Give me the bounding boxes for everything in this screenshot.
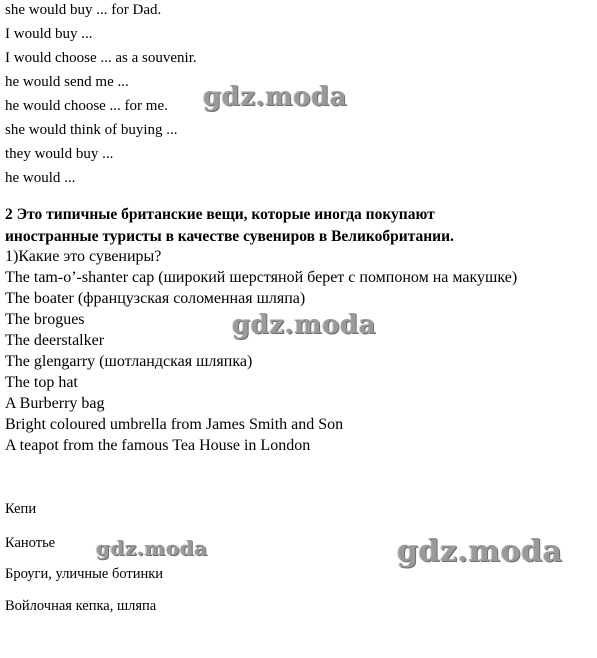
souvenir-item: The tam-o’-shanter cap (широкий шерстяной берет с помпоном на макушке) (5, 269, 518, 286)
souvenir-item: The brogues (5, 311, 85, 328)
souvenir-item: Bright coloured umbrella from James Smith and Son (5, 416, 344, 433)
watermark: gdz.moda (203, 82, 348, 112)
translation-item: Канотье (5, 535, 56, 551)
phrase-line: he would send me ... (5, 74, 129, 90)
phrase-line: he would ... (5, 170, 76, 186)
translation-item: Войлочная кепка, шляпа (5, 598, 157, 614)
phrase-line: she would buy ... for Dad. (5, 2, 162, 18)
watermark: gdz.moda (232, 310, 377, 340)
watermark: gdz.moda (96, 536, 208, 560)
translation-item: Кепи (5, 501, 37, 517)
phrase-line: he would choose ... for me. (5, 98, 168, 114)
souvenir-item: A Burberry bag (5, 395, 105, 412)
souvenir-item: A teapot from the famous Tea House in London (5, 437, 311, 454)
watermark: gdz.moda (397, 534, 563, 569)
task-question: 1)Какие это сувениры? (5, 248, 162, 265)
phrase-line: she would think of buying ... (5, 122, 178, 138)
translation-item: Броуги, уличные ботинки (5, 566, 164, 582)
souvenir-item: The boater (французская соломенная шляпа) (5, 290, 306, 307)
souvenir-item: The top hat (5, 374, 78, 391)
souvenir-item: The glengarry (шотландская шляпка) (5, 353, 253, 370)
phrase-line: I would buy ... (5, 26, 93, 42)
phrase-line: I would choose ... as a souvenir. (5, 50, 197, 66)
phrase-line: they would buy ... (5, 146, 114, 162)
task-heading-line1: 2 Это типичные британские вещи, которые иногда покупают (5, 206, 435, 223)
task-heading-line2: иностранные туристы в качестве сувениров в Великобритании. (5, 228, 454, 245)
souvenir-item: The deerstalker (5, 332, 105, 349)
